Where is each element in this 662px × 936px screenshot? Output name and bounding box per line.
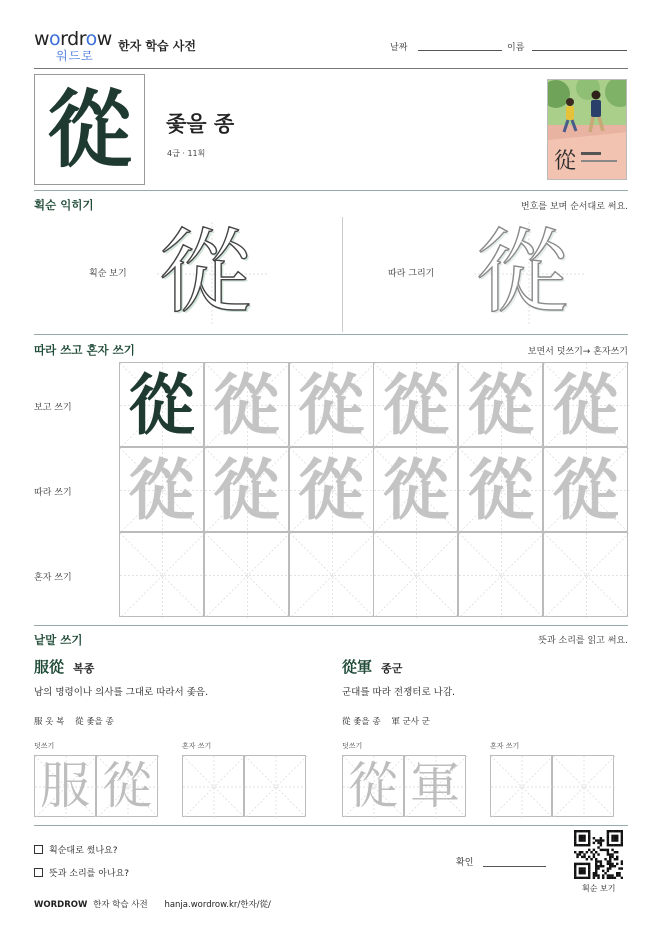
trace-character: 從 (552, 365, 619, 444)
qr-label: 획순 보기 (582, 884, 616, 893)
word-2-solo-label: 혼자 쓰기 (490, 742, 520, 750)
word-trace-box[interactable] (342, 755, 404, 817)
row-label-view: 보고 쓰기 (34, 403, 72, 413)
trace-character: 從 (128, 450, 195, 529)
writing-cell[interactable] (458, 447, 543, 532)
trace-character: 從 (298, 450, 365, 529)
footer (34, 898, 271, 910)
writing-cell[interactable] (204, 532, 289, 617)
footer-url[interactable]: hanja.wordrow.kr/한자/從/ (164, 900, 271, 910)
word-solo-box[interactable] (244, 755, 306, 817)
trace-character: 從 (382, 365, 449, 444)
checkbox[interactable] (34, 868, 43, 877)
cell-guide-lines (459, 533, 544, 618)
word-solo-box[interactable] (552, 755, 614, 817)
confirm-field[interactable] (483, 866, 546, 867)
qr-code[interactable] (574, 830, 623, 879)
checklist-item-label: 뜻과 소리를 아나요? (49, 869, 130, 879)
section-divider (34, 825, 628, 826)
stroke-section-title: 획순 익히기 (34, 198, 94, 212)
trace-character: 從 (467, 365, 534, 444)
trace-character: 從 (382, 450, 449, 529)
word-2-definition: 군대를 따라 전쟁터로 나감. (342, 687, 456, 698)
word-trace-box[interactable] (96, 755, 158, 817)
checklist-item[interactable] (34, 866, 129, 879)
meaning-sound: 좇을 종 (166, 112, 235, 136)
cell-guide-lines (544, 533, 629, 618)
word-trace-character: 軍 (410, 757, 460, 815)
writing-cell[interactable] (373, 532, 458, 617)
word-1-trace-label: 덧쓰기 (34, 742, 55, 750)
illustration-image (547, 79, 627, 180)
header-divider (34, 68, 628, 69)
checklist-item-label: 획순대로 썼나요? (49, 846, 118, 856)
word-1-header (34, 656, 94, 677)
main-character-box (34, 74, 145, 185)
illustration-image (548, 80, 627, 180)
writing-cell[interactable] (373, 447, 458, 532)
words-section-title: 낱말 쓰기 (34, 633, 83, 647)
writing-cell[interactable] (289, 532, 374, 617)
word-2-reading: 종군 (381, 662, 403, 675)
main-character: 從 (47, 79, 132, 179)
stroke-section-note: 번호를 보며 순서대로 써요. (520, 202, 628, 212)
trace-character: 從 (213, 365, 280, 444)
confirm-label: 확인 (456, 858, 474, 868)
logo-text-part: w (34, 28, 50, 50)
word-1-definition: 남의 명령이나 의사를 그대로 따라서 좇음. (34, 687, 209, 698)
trace-character: 從 (298, 365, 365, 444)
word-trace-character: 服 (40, 757, 90, 815)
cell-guide-lines (245, 756, 307, 818)
stroke-trace-box[interactable] (474, 219, 584, 326)
word-solo-box[interactable] (490, 755, 552, 817)
trace-character: 從 (476, 219, 569, 326)
row-label-trace: 따라 쓰기 (34, 488, 72, 498)
writing-cell[interactable] (543, 447, 628, 532)
cell-guide-lines (290, 533, 375, 618)
word-1-solo-label: 혼자 쓰기 (182, 742, 212, 750)
trace-character: 從 (467, 450, 534, 529)
checkbox[interactable] (34, 845, 43, 854)
cell-guide-lines (205, 533, 290, 618)
footer-title: 한자 학습 사전 (93, 900, 148, 910)
name-label: 이름 (507, 43, 525, 53)
stroke-order-character: 從 (159, 219, 252, 326)
writing-cell[interactable] (458, 362, 543, 447)
date-field[interactable] (418, 50, 502, 51)
writing-cell[interactable] (204, 447, 289, 532)
logo-text-part: o (85, 28, 97, 50)
writing-cell[interactable] (289, 362, 374, 447)
section-divider (34, 190, 628, 191)
qr-code[interactable] (574, 830, 623, 879)
logo-text-part: w (96, 28, 112, 50)
word-1-parts: 服 옷 복 從 좇을 종 (34, 717, 114, 727)
word-trace-box[interactable] (404, 755, 466, 817)
writing-cell[interactable] (543, 362, 628, 447)
write-section-title: 따라 쓰고 혼자 쓰기 (34, 343, 135, 357)
writing-grid[interactable] (119, 362, 628, 618)
trace-character: 從 (552, 450, 619, 529)
word-solo-box[interactable] (182, 755, 244, 817)
word-1-reading: 복종 (73, 662, 95, 675)
word-2-trace-label: 덧쓰기 (342, 742, 363, 750)
date-label: 날짜 (390, 43, 408, 53)
word-2-header (342, 656, 402, 677)
stroke-divider (342, 217, 343, 332)
logo-subtext: 워드로 (56, 49, 94, 63)
model-character: 從 (128, 365, 195, 444)
section-divider (34, 625, 628, 626)
writing-cell[interactable] (204, 362, 289, 447)
writing-cell[interactable] (289, 447, 374, 532)
writing-cell[interactable] (373, 362, 458, 447)
word-2-parts: 從 좇을 종 軍 군사 군 (342, 717, 430, 727)
name-field[interactable] (532, 50, 627, 51)
cell-guide-lines (120, 533, 205, 618)
stroke-view-label: 획순 보기 (89, 269, 127, 279)
grade-strokes: 4급 · 11획 (167, 149, 206, 158)
word-1-hanja: 服從 (34, 658, 65, 676)
word-trace-character: 從 (102, 757, 152, 815)
writing-cell[interactable] (119, 532, 204, 617)
words-section-note: 뜻과 소리를 읽고 써요. (538, 636, 628, 646)
svg-text:從: 從 (554, 149, 577, 174)
writing-cell[interactable] (458, 532, 543, 617)
cell-guide-lines (491, 756, 553, 818)
writing-cell[interactable] (119, 362, 204, 447)
stroke-order-box (157, 219, 267, 326)
section-divider (34, 334, 628, 335)
word-trace-character: 從 (348, 757, 398, 815)
word-2-hanja: 從軍 (342, 658, 373, 676)
footer-brand: WORDROW (34, 900, 88, 910)
cell-guide-lines (553, 756, 615, 818)
write-section-note: 보면서 덧쓰기→ 혼자쓰기 (527, 347, 628, 357)
trace-character: 從 (213, 450, 280, 529)
writing-cell[interactable] (119, 447, 204, 532)
logo-text-part: rdr (60, 28, 86, 50)
checklist-item[interactable] (34, 843, 118, 856)
row-label-solo: 혼자 쓰기 (34, 573, 72, 583)
stroke-trace-label: 따라 그리기 (388, 269, 435, 279)
document-title: 한자 학습 사전 (118, 39, 196, 53)
cell-guide-lines (374, 533, 459, 618)
logo-text-part: o (49, 28, 61, 50)
writing-cell[interactable] (543, 532, 628, 617)
word-trace-box[interactable] (34, 755, 96, 817)
cell-guide-lines (183, 756, 245, 818)
